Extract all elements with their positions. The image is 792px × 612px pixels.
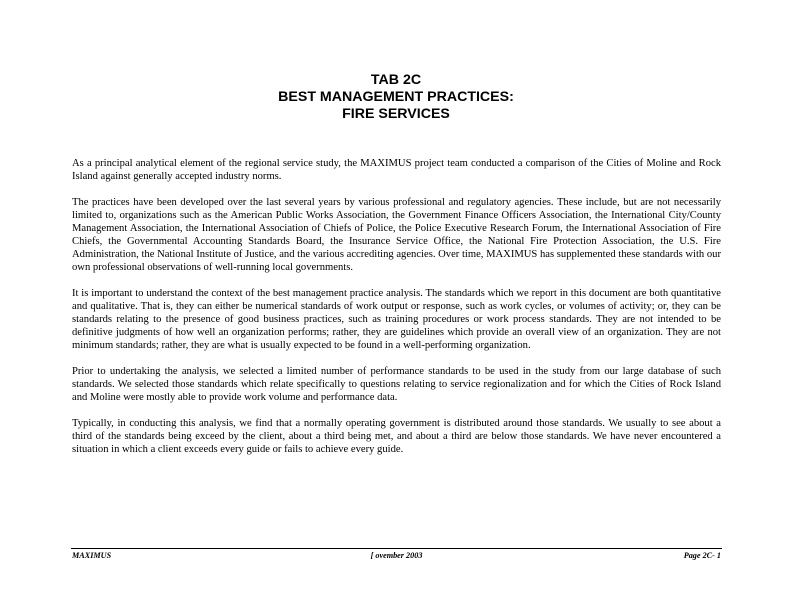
paragraph-context: It is important to understand the context of the best management practice analysis. The standards which we report in this document are both quantitative and qualitative. That is, they can either be numerical standards of work output or response, such as work cycles, or volumes of activity; or, they can be standards relating to the presence of good business practices, such as training procedures or work process standards. They are not intended to be definitive judgments of how well an organization performs; rather, they are guidelines which provide an overall view of an organization. They are not minimum standards; rather, they are what is usually expected to be found in a well-performing organization. (72, 288, 721, 351)
paragraph-typical-distribution: Typically, in conducting this analysis, we find that a normally operating government is distributed around those standards. We usually to see about a third of the standards being exceed by the client, about a third being met, and about a third are below those standards. We have never encountered a situation in which a client exceeds every guide or fails to achieve every guide. (72, 418, 721, 455)
page-title (0, 72, 792, 123)
title-line-subheading: FIRE SERVICES (342, 106, 450, 122)
title-line-tab: TAB 2C (370, 72, 422, 88)
footer-date: [ ovember 2003 (370, 551, 423, 560)
footer-page-number: Page 2C- 1 (683, 551, 721, 560)
footer-company: MAXIMUS (72, 551, 112, 560)
document-body (72, 157, 721, 469)
paragraph-intro: As a principal analytical element of the regional service study, the MAXIMUS project team conducted a comparison of the Cities of Moline and Rock Island against generally accepted industry norms. (72, 158, 721, 182)
paragraph-practices-sources: The practices have been developed over the last several years by various professional and regulatory agencies. These include, but are not necessarily limited to, organizations such as the American Public Works Association, the Government Finance Officers Association, the International City/County Management Association, the International Association of Chiefs of Police, the Police Executive Research Forum, the International Association of Fire Chiefs, the Governmental Accounting Standards Board, the Insurance Service Office, the National Fire Protection Association, the U.S. Fire Administration, the National Institute of Justice, and the various accrediting agencies. Over time, MAXIMUS has supplemented these standards with our own professional observations of well-running local governments. (72, 197, 721, 273)
paragraph-standards-selection: Prior to undertaking the analysis, we selected a limited number of performance standards to be used in the study from our large database of such standards. We selected those standards which relate specifically to questions relating to service regionalization and for which the Cities of Rock Island and Moline were mostly able to provide work volume and performance data. (72, 366, 721, 403)
footer-divider (71, 548, 722, 549)
title-line-heading: BEST MANAGEMENT PRACTICES: (278, 89, 514, 105)
page-footer (72, 550, 721, 562)
